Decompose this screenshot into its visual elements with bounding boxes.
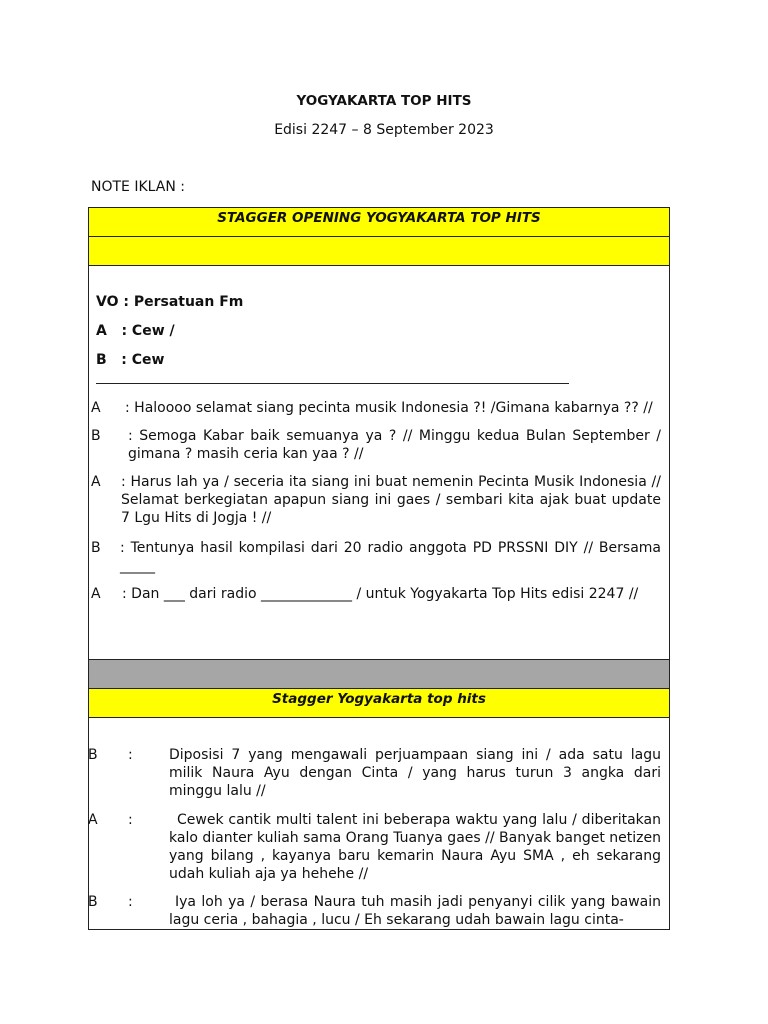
dialogue-text: Diposisi 7 yang mengawali perjuampaan siang ini / ada satu lagu milik Naura Ayu dengan Cinta / yang harus turun 3 angka dari minggu lalu // (169, 747, 661, 799)
speaker-label: A (91, 400, 101, 416)
dialogue-text: : Semoga Kabar baik semuanya ya ? // Minggu kedua Bulan September / gimana ? masih ceria kan yaa ? // (128, 428, 661, 462)
divider-line (96, 383, 569, 384)
dialogue-text: Cewek cantik multi talent ini beberapa waktu yang lalu / diberitakan kalo dianter kuliah sama Orang Tuanya gaes // Banyak banget netizen yang bilang , kayanya baru kemarin Naura Ayu SMA , eh sekarang udah kuliah aja ya hehehe // (169, 812, 661, 882)
separator-band (88, 659, 670, 689)
section2-band-label: Stagger Yogyakarta top hits (272, 691, 486, 707)
opening-empty-band (88, 236, 670, 266)
opening-band (88, 207, 670, 237)
cast-vo: VO : Persatuan Fm (96, 294, 244, 310)
dialogue-line (91, 427, 661, 467)
dialogue-text: Iya loh ya / berasa Naura tuh masih jadi penyanyi cilik yang bawain lagu ceria , bahagia , lucu / Eh sekarang udah bawain lagu cinta- (169, 894, 661, 928)
document-title: YOGYAKARTA TOP HITS (296, 93, 472, 109)
dialogue-line (91, 399, 661, 421)
dialogue-line (88, 811, 661, 885)
dialogue-text: : Haloooo selamat siang pecinta musik Indonesia ?! /Gimana kabarnya ?? // (125, 400, 653, 416)
speaker-label: A (88, 812, 98, 828)
speaker-colon: : (128, 747, 133, 763)
dialogue-line (91, 585, 661, 623)
dialogue-line (91, 473, 661, 529)
cast-a: A : Cew / (96, 323, 175, 339)
section2-band (88, 688, 670, 718)
dialogue-text: : Dan ___ dari radio _____________ / untuk Yogyakarta Top Hits edisi 2247 // (122, 586, 639, 602)
speaker-colon: : (128, 812, 133, 828)
note-label: NOTE IKLAN : (91, 179, 185, 195)
speaker-label: B (91, 428, 101, 444)
speaker-label: B (91, 540, 101, 556)
cast-b: B : Cew (96, 352, 165, 368)
dialogue-line (88, 746, 661, 802)
speaker-label: A (91, 474, 101, 490)
speaker-label: A (91, 586, 101, 602)
speaker-label: B (88, 894, 98, 910)
dialogue-text: : Tentunya hasil kompilasi dari 20 radio anggota PD PRSSNI DIY // Bersama _____ (120, 540, 661, 574)
speaker-label: B (88, 747, 98, 763)
dialogue-line (88, 893, 661, 929)
dialogue-text: : Harus lah ya / seceria ita siang ini buat nemenin Pecinta Musik Indonesia // Selamat berkegiatan apapun siang ini gaes / sembari kita ajak buat update 7 Lgu Hits di Jogja ! // (121, 474, 661, 526)
opening-band-label: STAGGER OPENING YOGYAKARTA TOP HITS (217, 210, 541, 226)
dialogue-line (91, 539, 661, 577)
edition-subtitle: Edisi 2247 – 8 September 2023 (274, 122, 494, 138)
speaker-colon: : (128, 894, 133, 910)
